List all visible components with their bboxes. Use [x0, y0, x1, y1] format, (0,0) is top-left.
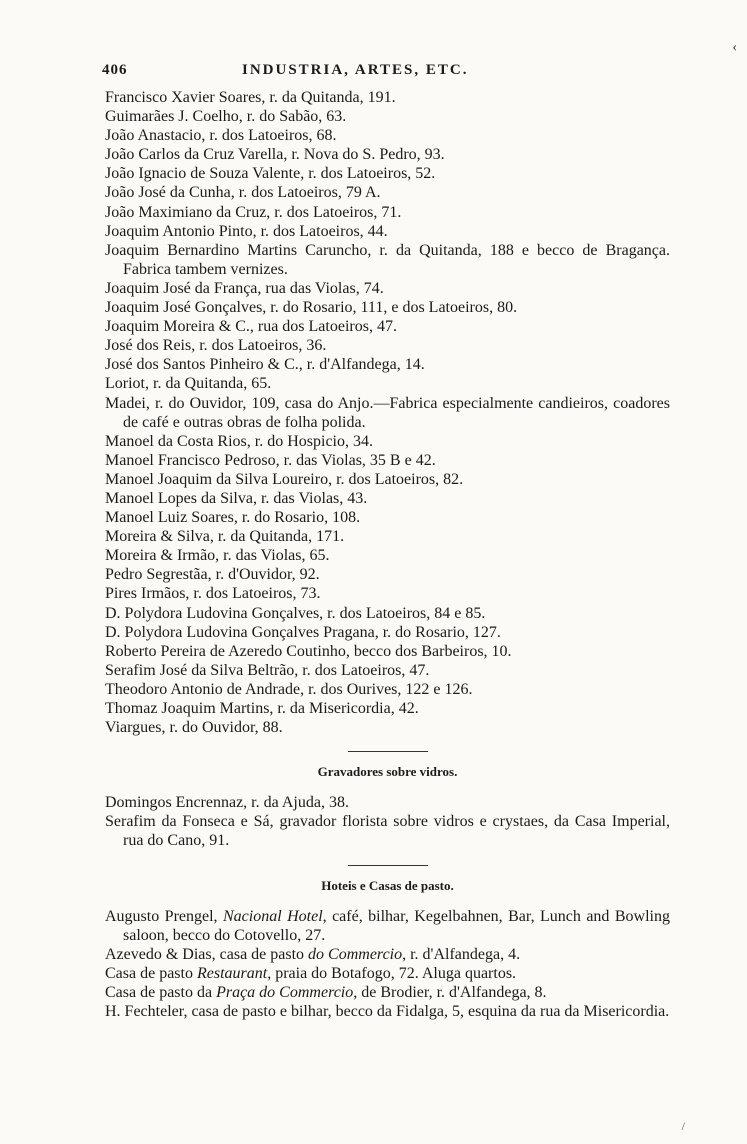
list-item: Francisco Xavier Soares, r. da Quitanda, 191.	[105, 89, 396, 106]
entry-italic: Nacional Hotel	[222, 907, 323, 925]
list-item: João Maximiano da Cruz, r. dos Latoeiros, 71.	[105, 203, 402, 221]
entry-italic: Praça do Commercio	[216, 984, 354, 1002]
list-item	[105, 983, 670, 1002]
margin-mark: /	[681, 1119, 685, 1133]
list-item: D. Polydora Ludovina Gonçalves Pragana, r. do Rosario, 127.	[105, 623, 501, 641]
entry-text: Augusto Prengel,	[105, 907, 223, 925]
list-item: Pedro Segrestãa, r. d'Ouvidor, 92.	[105, 566, 320, 584]
list-item: D. Polydora Ludovina Gonçalves, r. dos Latoeiros, 84 e 85.	[105, 604, 486, 622]
list-item: José dos Reis, r. dos Latoeiros, 36.	[105, 337, 327, 355]
list-item: Manoel da Costa Rios, r. do Hospicio, 34.	[105, 432, 373, 450]
entry-text: , de Brodier, r. d'Alfandega, 8.	[353, 984, 547, 1002]
page-number: 406	[102, 62, 128, 78]
list-item: Viargues, r. do Ouvidor, 88.	[105, 719, 283, 737]
section-title-hoteis: Hoteis e Casas de pasto.	[321, 877, 454, 893]
list-item: Madei, r. do Ouvidor, 109, casa do Anjo.—Fabrica especialmente candieiros, coadores de café e outras obras de folha polida.	[105, 394, 670, 431]
list-item: Moreira & Irmão, r. das Violas, 65.	[105, 547, 330, 565]
list-item: Manoel Luiz Soares, r. do Rosario, 108.	[105, 509, 361, 527]
tinsmiths-list	[105, 88, 670, 737]
list-item: Manoel Joaquim da Silva Loureiro, r. dos Latoeiros, 82.	[105, 470, 464, 488]
entry-italic: Restaurant	[196, 964, 268, 982]
list-item: Joaquim Bernardino Martins Caruncho, r. da Quitanda, 188 e becco de Bragança. Fabrica tambem vernizes.	[105, 241, 670, 278]
page-header	[102, 62, 662, 86]
entry-text: Azevedo & Dias, casa de pasto	[105, 945, 309, 963]
list-item: Serafim José da Silva Beltrão, r. dos Latoeiros, 47.	[105, 661, 430, 679]
list-item: Moreira & Silva, r. da Quitanda, 171.	[105, 528, 345, 546]
list-item: Thomaz Joaquim Martins, r. da Misericordia, 42.	[105, 700, 419, 717]
list-item: Theodoro Antonio de Andrade, r. dos Ourives, 122 e 126.	[105, 680, 473, 698]
list-item: Guimarães J. Coelho, r. do Sabão, 63.	[105, 108, 347, 126]
list-item: João José da Cunha, r. dos Latoeiros, 79 A.	[105, 184, 381, 202]
list-item: Manoel Lopes da Silva, r. das Violas, 43.	[105, 489, 368, 507]
list-item: Loriot, r. da Quitanda, 65.	[105, 375, 272, 393]
list-item: Pires Irmãos, r. dos Latoeiros, 73.	[105, 585, 321, 603]
list-item: Joaquim José Gonçalves, r. do Rosario, 111, e dos Latoeiros, 80.	[105, 299, 518, 317]
entry-text: Casa de pasto	[105, 964, 197, 982]
section-title-gravadores: Gravadores sobre vidros.	[317, 764, 458, 780]
running-title: INDUSTRIA, ARTES, ETC.	[242, 62, 469, 78]
section-divider	[348, 865, 428, 866]
list-item	[105, 964, 670, 983]
list-item: Serafim da Fonseca e Sá, gravador florista sobre vidros e crystaes, da Casa Imperial, rua do Cano, 91.	[105, 813, 670, 850]
entry-text: , r. d'Alfandega, 4.	[402, 945, 521, 963]
list-item: Joaquim Antonio Pinto, r. dos Latoeiros, 44.	[105, 222, 388, 240]
list-item: Manoel Francisco Pedroso, r. das Violas, 35 B e 42.	[105, 451, 436, 469]
margin-mark: ‹	[732, 40, 737, 55]
list-item: Joaquim José da França, rua das Violas, 74.	[105, 279, 384, 297]
list-item: João Ignacio de Souza Valente, r. dos Latoeiros, 52.	[105, 165, 436, 183]
list-item	[105, 907, 670, 945]
list-item: Roberto Pereira de Azeredo Coutinho, becco dos Barbeiros, 10.	[105, 642, 512, 660]
list-item: Joaquim Moreira & C., rua dos Latoeiros, 47.	[105, 318, 397, 336]
entry-italic: do Commercio	[308, 945, 403, 963]
list-item: Domingos Encrennaz, r. da Ajuda, 38.	[105, 794, 349, 812]
list-item: João Anastacio, r. dos Latoeiros, 68.	[105, 127, 337, 145]
list-item: João Carlos da Cruz Varella, r. Nova do S. Pedro, 93.	[105, 146, 445, 164]
entry-text: Casa de pasto da	[105, 984, 217, 1002]
list-item: José dos Santos Pinheiro & C., r. d'Alfandega, 14.	[105, 356, 425, 374]
directory-listing	[105, 88, 670, 1021]
entry-text: , café, bilhar, Kegelbahnen, Bar, Lunch and Bowling saloon, becco do Cotovello, 27.	[123, 907, 670, 944]
list-item: H. Fechteler, casa de pasto e bilhar, becco da Fidalga, 5, esquina da rua da Misericordia.	[105, 1003, 670, 1021]
list-item	[105, 945, 670, 964]
entry-text: , praia do Botafogo, 72. Aluga quartos.	[267, 964, 517, 982]
section-divider	[348, 751, 428, 752]
